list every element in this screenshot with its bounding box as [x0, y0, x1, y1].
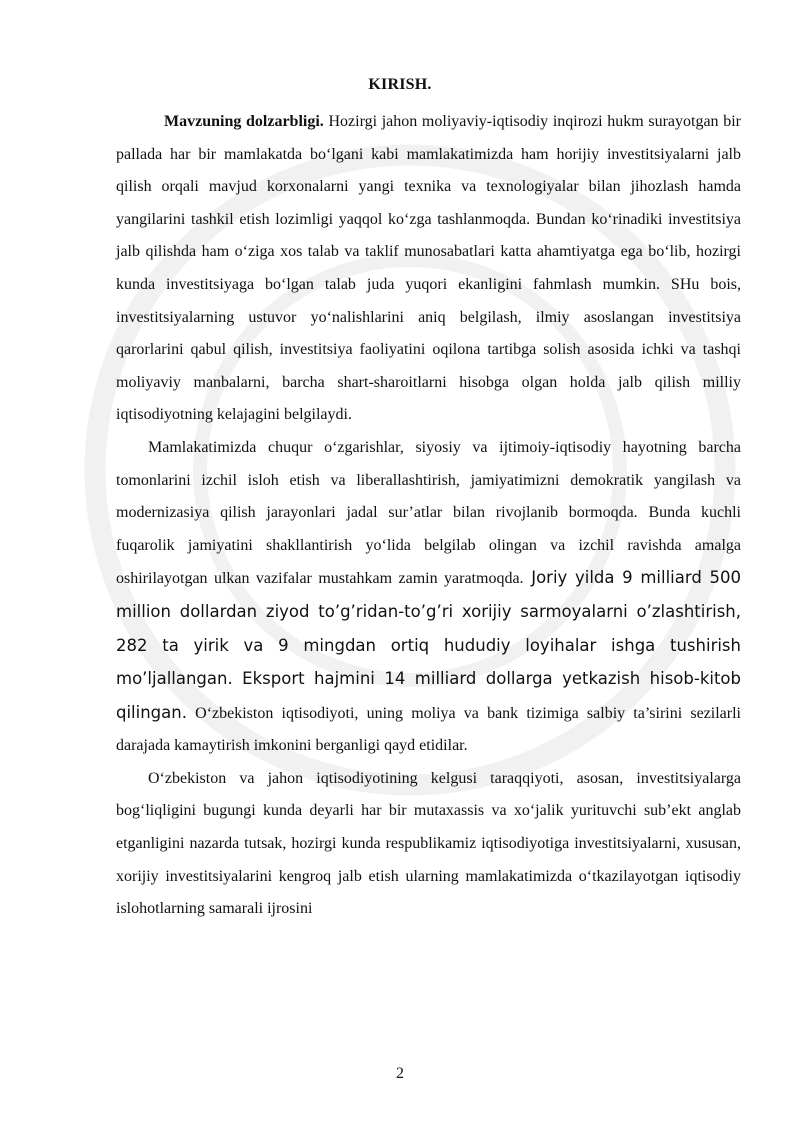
document-body — [116, 106, 741, 926]
paragraph-1-text: Hozirgi jahon moliyaviy-iqtisodiy inqirozi hukm surayotgan bir pallada har bir mamlakatda bo‘lgani kabi mamlakatimizda ham horijiy investitsiyalarni jalb qilish orqali mavjud korxonalarni yangi texnika va texnologiyalar bilan jihozlash hamda yangilarini tashkil etish lozimligi yaqqol ko‘zga tashlanmoqda. Bundan ko‘rinadiki investitsiya jalb qilishda ham o‘ziga xos talab va taklif munosabatlari katta ahamtiyatga ega bo‘lib, hozirgi kunda investitsiyaga bo‘lgan talab juda yuqori ekanligini fahmlash mumkin. SHu bois, investitsiyalarning ustuvor yo‘nalishlarini aniq belgilash, ilmiy asoslangan investitsiya qarorlarini qabul qilish, investitsiya faoliyatini oqilona tartibga solish asosida ichki va tashqi moliyaviy manbalarni, barcha shart-sharoitlarni hisobga olgan holda jalb qilish milliy iqtisodiyotning kelajagini belgilaydi. — [116, 113, 741, 424]
paragraph-lead: Mavzuning dolzarbligi. — [164, 113, 324, 130]
page-title: KIRISH. — [368, 76, 432, 93]
paragraph-2-text-c: O‘zbekiston iqtisodiyoti, uning moliya va bank tizimiga salbiy ta’sirini sezilarli darajada kamaytirish imkonini berganligi qayd etidilar. — [116, 704, 741, 755]
paragraph-1 — [116, 106, 741, 432]
paragraph-3 — [116, 763, 741, 926]
page-number: 2 — [396, 1065, 404, 1082]
paragraph-2-text-a: Mamlakatimizda chuqur o‘zgarishlar, siyosiy va ijtimoiy-iqtisodiy hayotning barcha tomonlarini izchil isloh etish va liberallashtirish, jamiyatimizni demokratik yangilash va modernizasiya qilish jarayonlari jadal sur’atlar bilan rivojlanib bormoqda. Bunda kuchli fuqarolik jamiyatini shakllantirish yo‘lida belgilab olingan va izchil ravishda amalga oshirilayotgan ulkan vazifalar mustahkam zamin yaratmoqda. — [116, 438, 741, 588]
paragraph-2 — [116, 432, 741, 763]
paragraph-3-text: O‘zbekiston va jahon iqtisodiyotining kelgusi taraqqiyoti, asosan, investitsiyalarga bog‘liqligini bugungi kunda deyarli har bir mutaxassis va xo‘jalik yurituvchi sub’ekt anglab etganligini nazarda tutsak, hozirgi kunda respublikamiz iqtisodiyotiga investitsiyalarni, xususan, xorijiy investitsiyalarini kengroq jalb etish ularning mamlakatimizda o‘tkazilayotgan iqtisodiy islohotlarning samarali ijrosini — [116, 769, 741, 918]
paragraph-2-text-b: Joriy yilda 9 milliard 500 million dollardan ziyod to’g’ridan-to’g’ri xorijiy sarmoyalarni o’zlashtirish, 282 ta yirik va 9 mingdan ortiq hududiy loyihalar ishga tushirish mo’ljallangan. Eksport hajmini 14 milliard dollarga yetkazish hisob-kitob qilingan. — [116, 568, 741, 722]
